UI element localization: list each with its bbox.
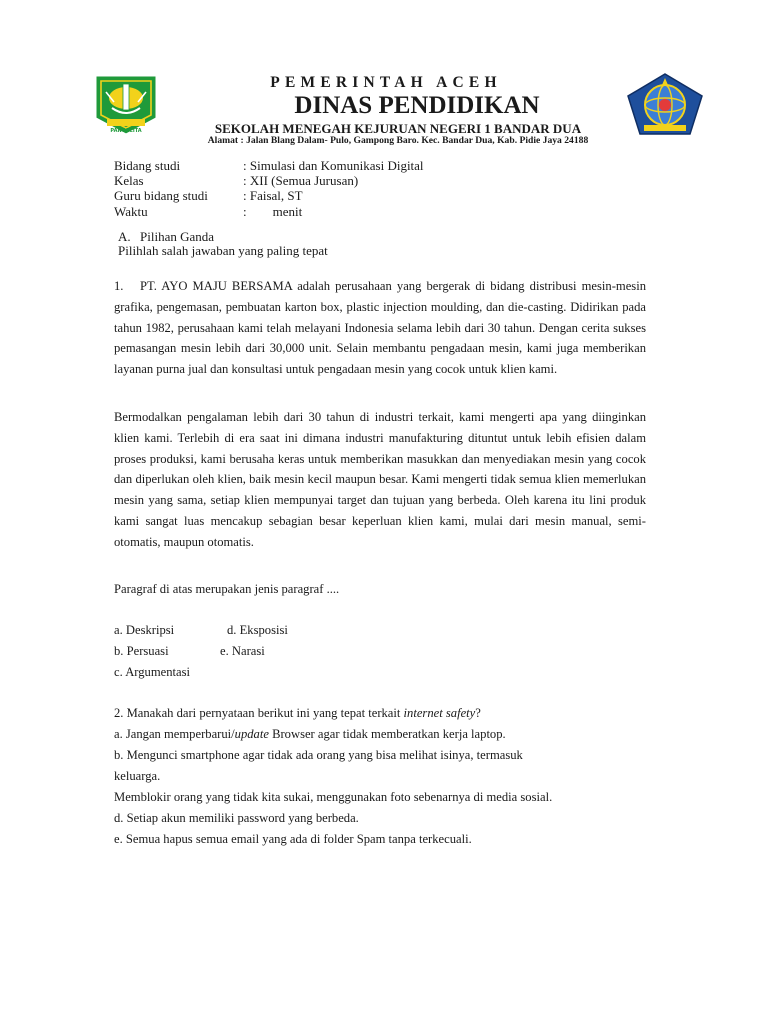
question-1-text: PT. AYO MAJU BERSAMA adalah perusahaan yang bergerak di bidang distribusi mesin-mesin grafika, pengemasan, pembuatan karton box, plastic injection moulding, dan die-casting. Didirikan pada tahun 1982, perusahaan kami telah melayani Indonesia selama lebih dari 30 tahun. Dengan cerita sukses pemasangan mesin lebih dari 30,000 unit. Selain membantu pengadaan mesin, kami juga memberikan layanan purna jual dan konsultasi untuk pengadaan mesin yang cocok untuk klien kami. [114, 279, 646, 377]
section-letter: A. [118, 229, 131, 244]
option-c: c. Argumentasi [114, 665, 191, 679]
q2-option-d: d. Setiap akun memiliki password yang berbeda. [114, 811, 359, 825]
q2-option-a [114, 724, 506, 745]
school-name: SEKOLAH MENEGAH KEJURUAN NEGERI 1 BANDAR DUA [214, 121, 582, 136]
info-value: : XII (Semua Jurusan) [243, 173, 359, 189]
department-title: DINAS PENDIDIKAN [294, 92, 540, 119]
info-row-teacher [114, 188, 424, 203]
option-a: a. Deskripsi [114, 623, 175, 637]
option-e: e. Narasi [220, 644, 265, 658]
info-value: : Simulasi dan Komunikasi Digital [243, 158, 424, 173]
exam-info [114, 158, 424, 219]
q2-option-c: Memblokir orang yang tidak kita sukai, menggunakan foto sebenarnya di media sosial. [114, 790, 553, 804]
question-1-paragraph-2 [114, 407, 646, 553]
option-b: b. Persuasi [114, 644, 169, 658]
question-1-paragraph-1 [114, 276, 646, 380]
government-title: PEMERINTAH ACEH [270, 74, 502, 91]
info-row-time [114, 204, 424, 219]
q2-option-a-text: a. Jangan memperbarui/ [114, 727, 235, 741]
info-value: : menit [243, 203, 303, 219]
q2-option-e: e. Semua hapus semua email yang ada di folder Spam tanpa terkecuali. [114, 832, 472, 846]
section-title: Pilihan Ganda [140, 229, 215, 244]
q2-option-a-rest: Browser agar tidak memberatkan kerja laptop. [268, 727, 506, 741]
question-2-text: 2. Manakah dari pernyataan berikut ini yang tepat terkait [114, 706, 404, 720]
info-label: Waktu [114, 203, 148, 219]
school-address: Alamat : Jalan Blang Dalam- Pulo, Gampong Baro. Kec. Bandar Dua, Kab. Pidie Jaya 24188 [207, 135, 589, 146]
info-row-subject [114, 158, 424, 173]
info-value: : Faisal, ST [243, 188, 303, 204]
section-instruction: Pilihlah salah jawaban yang paling tepat [118, 243, 328, 258]
info-label: Kelas [114, 173, 144, 189]
info-label: Guru bidang studi [114, 188, 208, 204]
info-label: Bidang studi [114, 158, 181, 173]
option-d: d. Eksposisi [227, 623, 288, 637]
question-1-text-2: Bermodalkan pengalaman lebih dari 30 tahun di industri terkait, kami mengerti apa yang diinginkan klien kami. Terlebih di era saat ini dimana industri manufakturing dituntut untuk lebih efisien dalam proses produksi, kami berusaha keras untuk memberikan masukkan dan menyediakan mesin yang cocok dan diperlukan oleh klien, baik mesin kecil maupun besar. Kami mengerti tidak semua klien memerlukan mesin yang sama, setiap klien mempunyai target dan tujuan yang berbeda. Oleh karena itu lini produk kami sangat luas mencakup sebagian besar keperluan klien kami, mulai dari mesin manual, semi-otomatis, maupun otomatis. [114, 410, 646, 549]
question-2-mark: ? [475, 706, 481, 720]
q2-option-b-cont: keluarga. [114, 769, 161, 783]
question-1-prompt: Paragraf di atas merupakan jenis paragraf .... [114, 582, 340, 596]
question-number: 1. [114, 279, 124, 293]
q2-option-a-term: update [234, 727, 269, 741]
q2-option-b: b. Mengunci smartphone agar tidak ada orang yang bisa melihat isinya, termasuk [114, 748, 523, 762]
question-2-prompt [114, 703, 481, 724]
info-row-class [114, 173, 424, 188]
logo-caption: PANCACITA [110, 128, 142, 134]
question-2-term: internet safety [403, 706, 476, 720]
